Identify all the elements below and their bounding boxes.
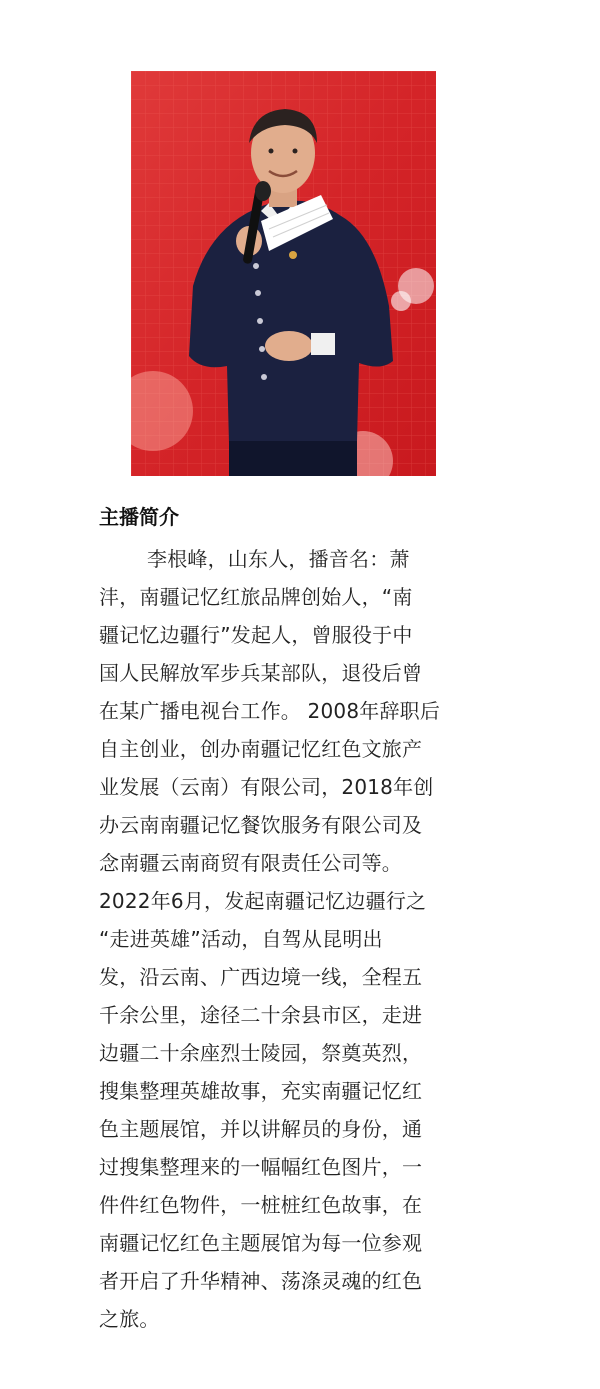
paragraph-line: 者开启了升华精神、荡涤灵魂的红色 (99, 1269, 423, 1293)
paragraph-line: 之旅。 (99, 1307, 160, 1331)
paragraph-line: 2022年6月，发起南疆记忆边疆行之 (99, 889, 427, 913)
paragraph-line: 念南疆云南商贸有限责任公司等。 (99, 851, 402, 875)
paragraph-line: 办云南南疆记忆餐饮服务有限公司及 (99, 813, 423, 837)
paragraph-line: 李根峰，山东人，播音名：萧 (147, 547, 410, 571)
paragraph-line: 在某广播电视台工作。 2008年辞职后 (99, 699, 441, 723)
section-heading: 主播简介 (99, 505, 179, 529)
paragraph-line: 业发展（云南）有限公司，2018年创 (99, 775, 434, 799)
paragraph-line: 过搜集整理来的一幅幅红色图片，一 (99, 1155, 423, 1179)
article-body (99, 540, 484, 1338)
paragraph-line: 疆记忆边疆行”发起人，曾服役于中 (99, 623, 413, 647)
paragraph-line: 南疆记忆红色主题展馆为每一位参观 (99, 1231, 423, 1255)
paragraph-line: 千余公里，途径二十余县市区，走进 (99, 1003, 423, 1027)
paragraph-line: 边疆二十余座烈士陵园，祭奠英烈， (99, 1041, 423, 1065)
paragraph-line: 发，沿云南、广西边境一线，全程五 (99, 965, 423, 989)
paragraph-line: “走进英雄”活动，自驾从昆明出 (99, 927, 383, 951)
paragraph-line: 色主题展馆，并以讲解员的身份，通 (99, 1117, 423, 1141)
speaker-photo (131, 71, 436, 476)
paragraph-line: 搜集整理英雄故事，充实南疆记忆红 (99, 1079, 423, 1103)
paragraph-line: 国人民解放军步兵某部队，退役后曾 (99, 661, 423, 685)
speaker-photo-illustration (131, 71, 436, 476)
paragraph-line: 自主创业，创办南疆记忆红色文旅产 (99, 737, 423, 761)
paragraph-line: 件件红色物件，一桩桩红色故事，在 (99, 1193, 423, 1217)
paragraph-line: 沣，南疆记忆红旅品牌创始人，“南 (99, 585, 413, 609)
